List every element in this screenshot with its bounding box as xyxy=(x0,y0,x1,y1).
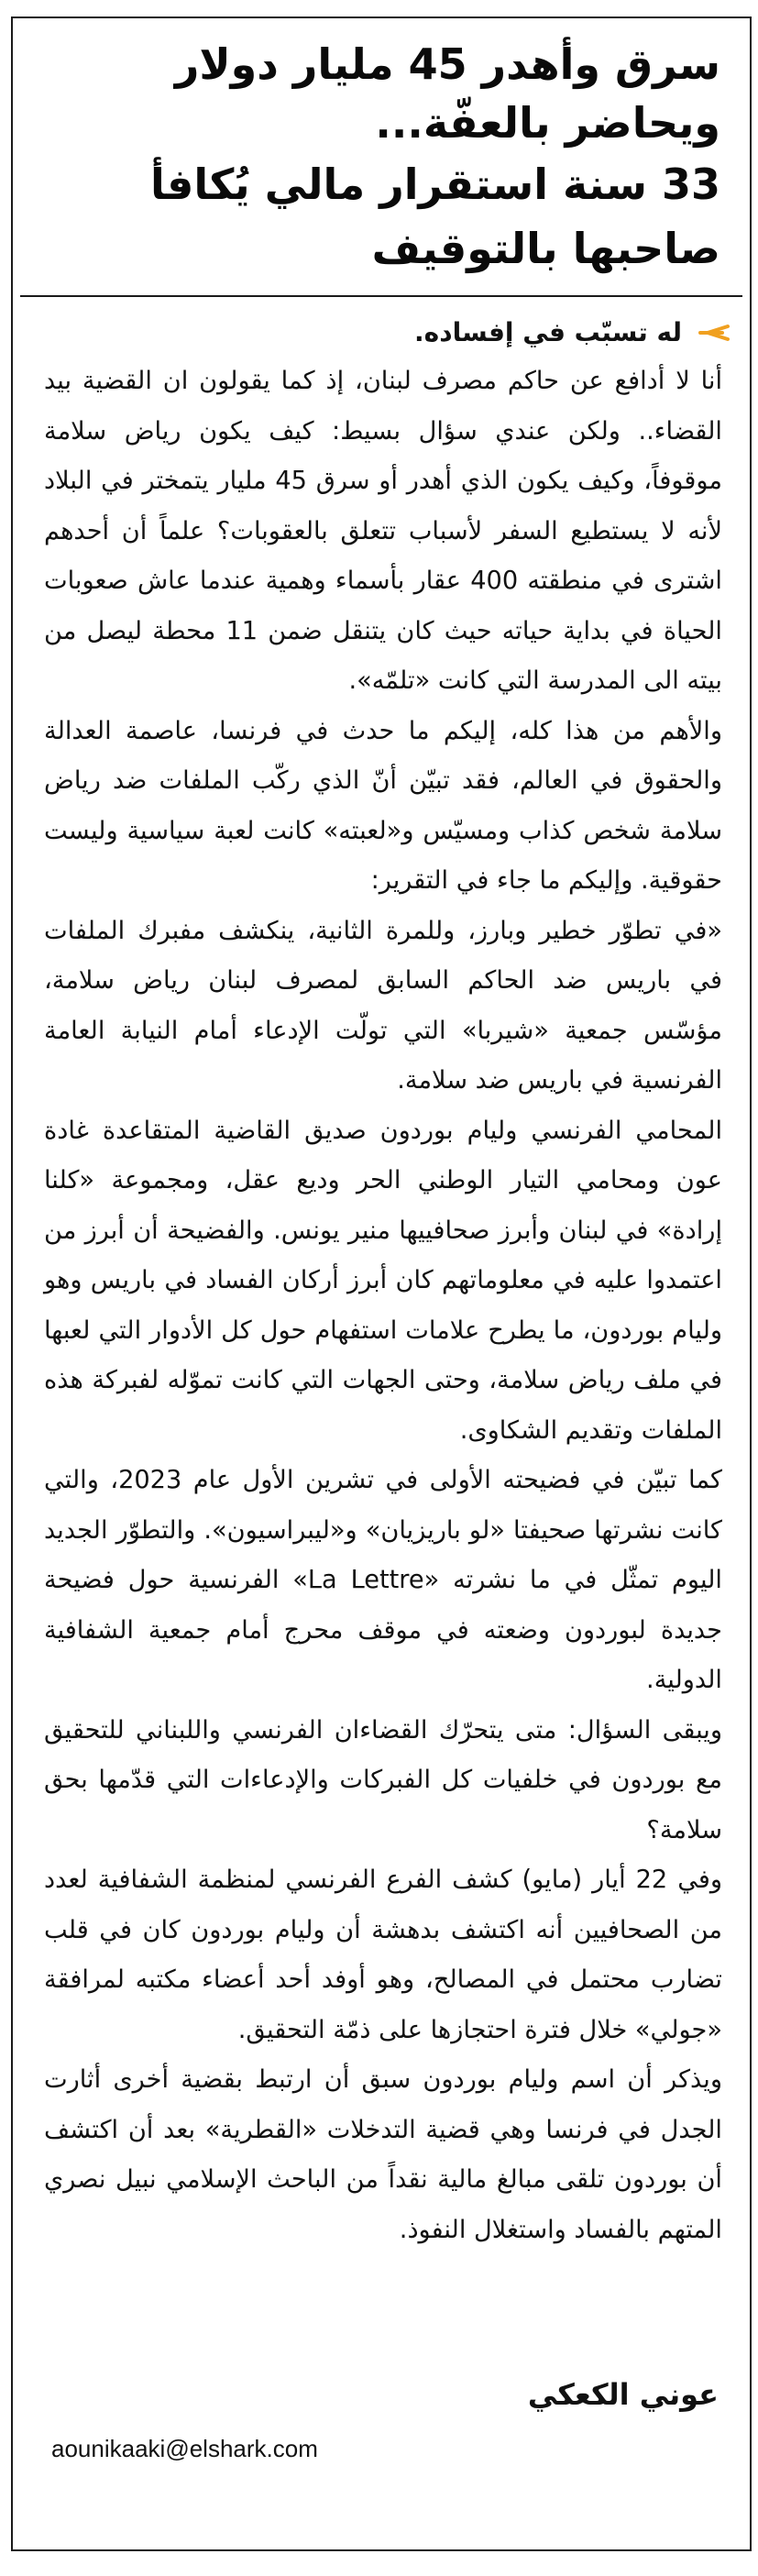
article-body xyxy=(44,357,722,2255)
article-frame xyxy=(11,17,752,2551)
headline-line-1: سرق وأهدر 45 مليار دولار ويحاضر بالعفّة... xyxy=(174,39,720,148)
lead-text: له تسبّب في إفساده. xyxy=(414,317,682,347)
paragraph: ويبقى السؤال: متى يتحرّك القضاءان الفرنسي واللبناني للتحقيق مع بوردون في خلفيات كل الفبركات والإدعاءات التي قدّمها بحق سلامة؟ xyxy=(44,1715,722,1844)
paragraph: المحامي الفرنسي وليام بوردون صديق القاضية المتقاعدة غادة عون ومحامي التيار الوطني الحر وديع عقل، ومجموعة «كلنا إرادة» في لبنان وأبرز صحافييها منير يونس. والفضيحة أن أبرز من اعتمدوا عليه في معلوماتهم كان أبرز أركان الفساد في باريس وهو وليام بوردون، ما يطرح علامات استفهام حول كل الأدوار التي لعبها في ملف رياض سلامة، وحتى الجهات التي كانت تموّله لفبركة هذه الملفات وتقديم الشكاوى. xyxy=(44,1116,722,1445)
author-email[interactable]: aounikaaki@elshark.com xyxy=(51,2435,318,2462)
paragraph: ويذكر أن اسم وليام بوردون سبق أن ارتبط بقضية أخرى أثارت الجدل في فرنسا وهي قضية التدخلات «القطرية» بعد أن اكتشف أن بوردون تلقى مبالغ مالية نقداً من الباحث الإسلامي نبيل نصري المتهم بالفساد واستغلال النفوذ. xyxy=(44,2065,722,2244)
paragraph: وفي 22 أيار (مايو) كشف الفرع الفرنسي لمنظمة الشفافية لعدد من الصحافيين أنه اكتشف بدهشة أن وليام بوردون كان في قلب تضارب محتمل في المصالح، وهو أوفد أحد أعضاء مكتبه لمرافقة «جولي» خلال فترة احتجازها على ذمّة التحقيق. xyxy=(44,1866,722,2044)
lead-row xyxy=(49,317,730,347)
paragraph: أنا لا أدافع عن حاكم مصرف لبنان، إذ كما يقولون ان القضية بيد القضاء.. ولكن عندي سؤال بسيط: كيف يكون رياض سلامة موقوفاً، وكيف يكون الذي أهدر أو سرق 45 مليار يتمختر في البلاد لأنه لا يستطيع السفر لأسباب تتعلق بالعقوبات؟ علماً أن أحدهم اشترى في منطقته 400 عقار بأسماء وهمية عندما عاش صعوبات الحياة في بداية حياته حيث كان يتنقل ضمن 11 محطة ليصل من بيته الى المدرسة التي كانت «تلمّه». xyxy=(44,367,722,695)
arrow-left-icon xyxy=(698,323,730,343)
headline xyxy=(42,35,720,281)
headline-line-2: 33 سنة استقرار مالي يُكافأ صاحبها بالتوقيف xyxy=(150,160,720,273)
headline-divider xyxy=(20,295,742,297)
paragraph: والأهم من هذا كله، إليكم ما حدث في فرنسا، عاصمة العدالة والحقوق في العالم، فقد تبيّن أنّ الذي ركّب الملفات ضد رياض سلامة شخص كذاب ومسيّس و«لعبته» كانت لعبة سياسية وليست حقوقية. وإليكم ما جاء في التقرير: xyxy=(44,716,722,895)
author-byline: عوني الكعكي xyxy=(527,2377,719,2412)
paragraph: كما تبيّن في فضيحته الأولى في تشرين الأول عام 2023، والتي كانت نشرتها صحيفتا «لو باريزيان» و«ليبراسيون». والتطوّر الجديد اليوم تمثّل في ما نشرته «La Lettre» الفرنسية حول فضيحة جديدة لبوردون وضعته في موقف محرج أمام جمعية الشفافية الدولية. xyxy=(44,1466,722,1694)
paragraph: «في تطوّر خطير وبارز، وللمرة الثانية، ينكشف مفبرك الملفات في باريس ضد الحاكم السابق لمصرف لبنان رياض سلامة، مؤسّس جمعية «شيربا» التي تولّت الإدعاء أمام النيابة العامة الفرنسية في باريس ضد سلامة. xyxy=(44,916,722,1095)
